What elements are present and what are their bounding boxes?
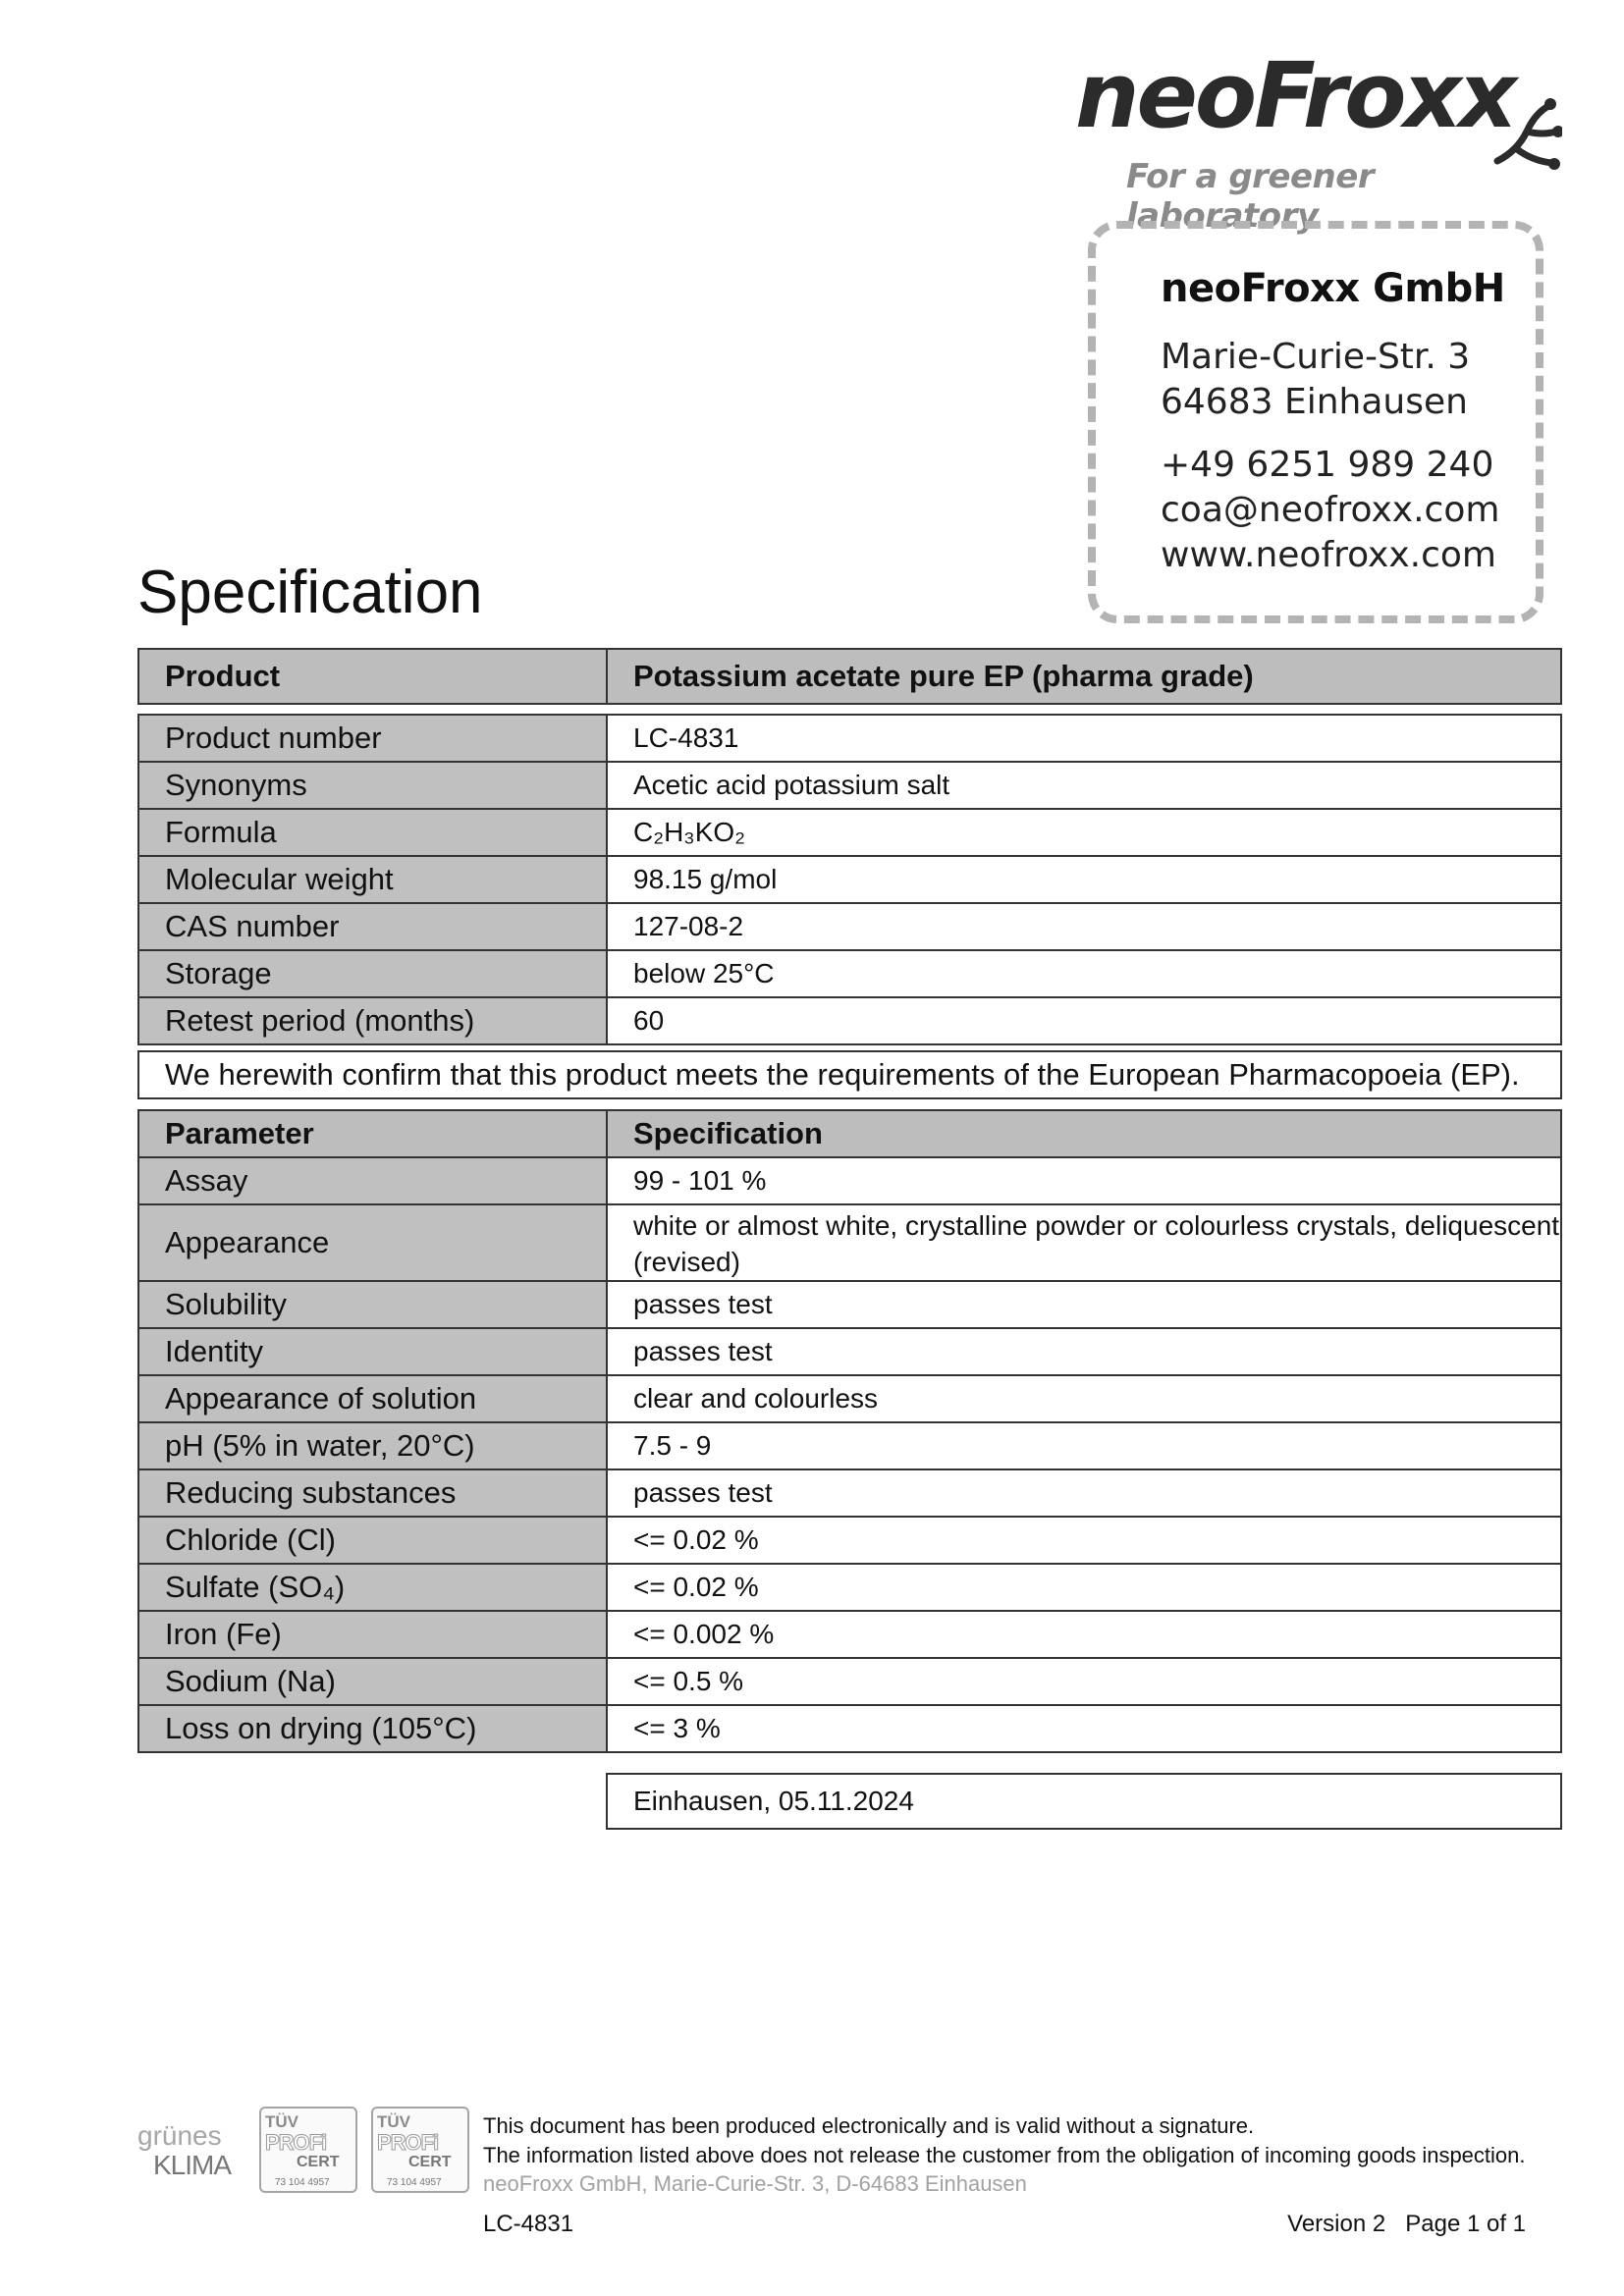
info-label: Formula: [138, 809, 607, 856]
info-label: CAS number: [138, 903, 607, 950]
spec-row: [138, 1517, 1561, 1564]
info-label: Molecular weight: [138, 856, 607, 903]
spec-row: [138, 1204, 1561, 1281]
address-box: [1088, 221, 1543, 623]
info-label: Synonyms: [138, 762, 607, 809]
ep-confirmation: We herewith confirm that this product meets the requirements of the European Pharmacopoeia (EP).: [137, 1050, 1562, 1099]
spec-value: 7.5 - 9: [607, 1422, 1561, 1469]
info-row: [138, 950, 1561, 997]
spec-row: [138, 1422, 1561, 1469]
info-value: 60: [607, 997, 1561, 1044]
info-row: [138, 809, 1561, 856]
tuv-profi-cert-badge: TÜV PROFi CERT 73 104 4957: [259, 2107, 357, 2193]
specification-header: Specification: [607, 1110, 1561, 1157]
logo-tagline: For a greener laboratory: [1126, 157, 1375, 236]
logo-wordmark: neoFroxx: [1075, 43, 1515, 148]
spec-parameter: Solubility: [138, 1281, 607, 1328]
spec-parameter: Chloride (Cl): [138, 1517, 607, 1564]
info-value: Acetic acid potassium salt: [607, 762, 1561, 809]
spec-row: [138, 1564, 1561, 1611]
spec-value: passes test: [607, 1469, 1561, 1517]
spec-value: <= 0.02 %: [607, 1517, 1561, 1564]
gruenes-klima-logo: grünes KLIMA: [137, 2120, 232, 2180]
info-value: below 25°C: [607, 950, 1561, 997]
specification-table: [137, 1109, 1562, 1753]
info-row: [138, 856, 1561, 903]
product-label: Product: [138, 649, 607, 704]
info-value: C₂H₃KO₂: [607, 809, 1561, 856]
product-table: [137, 648, 1562, 705]
product-row: [138, 649, 1561, 704]
info-value: LC-4831: [607, 715, 1561, 762]
info-row: [138, 903, 1561, 950]
product-value: Potassium acetate pure EP (pharma grade): [607, 649, 1561, 704]
spec-row: [138, 1469, 1561, 1517]
page-title: Specification: [137, 559, 483, 626]
spec-value: clear and colourless: [607, 1375, 1561, 1422]
parameter-header: Parameter: [138, 1110, 607, 1157]
address-street: Marie-Curie-Str. 3: [1161, 337, 1471, 377]
spec-row: [138, 1705, 1561, 1752]
address-email[interactable]: coa@neofroxx.com: [1161, 490, 1500, 530]
info-row: [138, 762, 1561, 809]
spec-parameter: Sodium (Na): [138, 1658, 607, 1705]
spec-value: <= 0.02 %: [607, 1564, 1561, 1611]
spec-value: <= 0.5 %: [607, 1658, 1561, 1705]
footer-line-2: The information listed above does not release the customer from the obligation of incoming goods inspection.: [483, 2143, 1526, 2167]
spec-parameter: pH (5% in water, 20°C): [138, 1422, 607, 1469]
product-info-table: [137, 714, 1562, 1045]
footer-version-page: [1287, 2211, 1526, 2238]
spec-value: 99 - 101 %: [607, 1157, 1561, 1204]
address-city: 64683 Einhausen: [1161, 382, 1468, 422]
spec-value: passes test: [607, 1281, 1561, 1328]
spec-parameter: Loss on drying (105°C): [138, 1705, 607, 1752]
info-label: Storage: [138, 950, 607, 997]
info-value: 127-08-2: [607, 903, 1561, 950]
spec-row: [138, 1658, 1561, 1705]
company-name: neoFroxx GmbH: [1161, 266, 1505, 311]
spec-parameter: Assay: [138, 1157, 607, 1204]
place-date: Einhausen, 05.11.2024: [606, 1773, 1562, 1830]
spec-value: passes test: [607, 1328, 1561, 1375]
footer-line-3: neoFroxx GmbH, Marie-Curie-Str. 3, D-64683 Einhausen: [483, 2171, 1027, 2196]
spec-row: [138, 1328, 1561, 1375]
tuv-profi-cert-badge: TÜV PROFi CERT 73 104 4957: [371, 2107, 469, 2193]
spec-value: <= 0.002 %: [607, 1611, 1561, 1658]
spec-parameter: Sulfate (SO₄): [138, 1564, 607, 1611]
spec-value: <= 3 %: [607, 1705, 1561, 1752]
spec-parameter: Appearance of solution: [138, 1375, 607, 1422]
spec-header-row: [138, 1110, 1561, 1157]
spec-parameter: Identity: [138, 1328, 607, 1375]
info-label: Product number: [138, 715, 607, 762]
info-row: [138, 997, 1561, 1044]
company-logo: [1075, 43, 1566, 236]
info-value: 98.15 g/mol: [607, 856, 1561, 903]
address-phone: +49 6251 989 240: [1161, 445, 1494, 485]
spec-value: white or almost white, crystalline powder or colourless crystals, deliquescent (revised): [607, 1204, 1561, 1281]
spec-row: [138, 1281, 1561, 1328]
spec-row: [138, 1157, 1561, 1204]
spec-row: [138, 1375, 1561, 1422]
address-website[interactable]: www.neofroxx.com: [1161, 535, 1496, 575]
spec-parameter: Reducing substances: [138, 1469, 607, 1517]
footer-line-1: This document has been produced electronically and is valid without a signature.: [483, 2113, 1255, 2138]
info-label: Retest period (months): [138, 997, 607, 1044]
spec-parameter: Iron (Fe): [138, 1611, 607, 1658]
spec-row: [138, 1611, 1561, 1658]
spec-parameter: Appearance: [138, 1204, 607, 1281]
footer-version: Version 2: [1287, 2211, 1386, 2237]
info-row: [138, 715, 1561, 762]
footer-page: Page 1 of 1: [1405, 2211, 1526, 2237]
footer-doc-id: LC-4831: [483, 2211, 574, 2237]
